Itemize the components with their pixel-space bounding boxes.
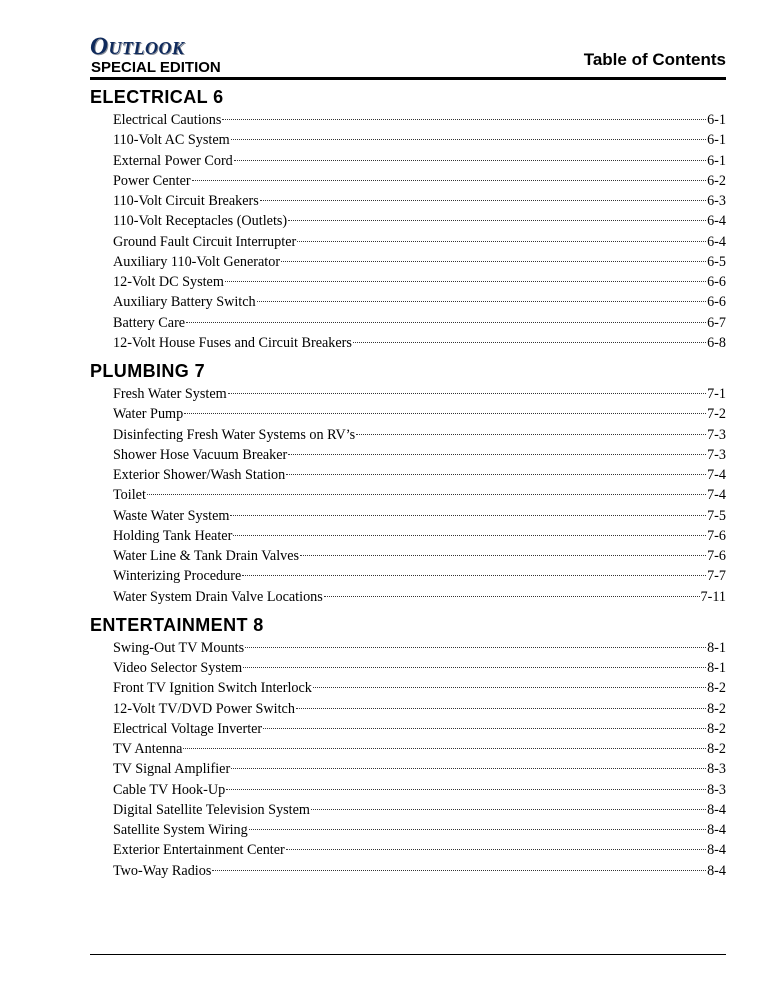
toc-entry-page-number: 7-3 [707, 446, 726, 463]
toc-entry-page-number: 7-4 [707, 487, 726, 504]
toc-entry[interactable] [113, 840, 726, 860]
toc-entry[interactable] [113, 506, 726, 526]
toc-entry-page-number: 7-1 [707, 386, 726, 402]
brand-logo: Outlook [90, 33, 185, 60]
toc-entry-page-number: 8-2 [707, 720, 726, 737]
toc-entry-label: Fresh Water System [113, 386, 227, 402]
toc-entry-label: Cable TV Hook-Up [113, 781, 226, 798]
toc-entry[interactable] [113, 404, 726, 424]
toc-entry-page-number: 7-4 [707, 467, 726, 483]
toc-entry-page-number: 7-11 [700, 588, 726, 605]
toc-entry-page-number: 7-6 [707, 548, 726, 564]
dot-leader [183, 748, 706, 749]
toc-entry-label: Battery Care [113, 314, 186, 331]
dot-leader [225, 281, 706, 282]
dot-leader [263, 728, 706, 729]
toc-entry-label: Waste Water System [113, 507, 230, 524]
toc-entry-page-number: 6-6 [707, 274, 726, 290]
toc-entry[interactable] [113, 800, 726, 820]
toc-entry-page-number: 6-3 [707, 193, 726, 209]
dot-leader [297, 241, 706, 242]
dot-leader [296, 708, 706, 709]
toc-entry-page-number: 8-2 [707, 741, 726, 757]
toc-entry-label: Toilet [113, 487, 146, 504]
section-heading: ENTERTAINMENT 8 [90, 614, 264, 635]
toc-entry[interactable] [113, 292, 726, 312]
toc-entry-label: Winterizing Procedure [113, 568, 242, 585]
toc-entry-page-number: 6-4 [707, 233, 726, 250]
section-heading: ELECTRICAL 6 [90, 87, 224, 107]
toc-entry-label: Swing-Out TV Mounts [113, 639, 245, 656]
toc-entry-page-number: 7-3 [707, 426, 726, 443]
dot-leader [311, 809, 706, 810]
dot-leader [245, 647, 706, 648]
dot-leader [184, 413, 706, 414]
toc-entry-label: Two-Way Radios [113, 862, 212, 879]
dot-leader [231, 768, 706, 769]
toc-entry-label: Electrical Cautions [113, 112, 222, 128]
toc-entry-page-number: 8-1 [707, 639, 726, 656]
toc-entry[interactable] [113, 820, 726, 840]
toc-entry-label: Holding Tank Heater [113, 527, 233, 544]
toc-entry-list [113, 110, 726, 353]
dot-leader [186, 322, 706, 323]
toc-section [90, 360, 726, 607]
toc-entry[interactable] [113, 780, 726, 800]
toc-entry[interactable] [113, 171, 726, 191]
toc-entry-label: Auxiliary 110-Volt Generator [113, 253, 281, 270]
toc-entry-label: Digital Satellite Television System [113, 801, 310, 818]
toc-entry-label: 12-Volt House Fuses and Circuit Breakers [113, 334, 352, 351]
toc-entry[interactable] [113, 861, 726, 881]
toc-entry[interactable] [113, 110, 726, 130]
toc-entry-page-number: 7-5 [707, 507, 726, 524]
header-divider [90, 77, 726, 80]
toc-entry[interactable] [113, 546, 726, 566]
toc-entry[interactable] [113, 384, 726, 404]
toc-entry[interactable] [113, 739, 726, 759]
dot-leader [260, 200, 706, 201]
toc-entry-label: External Power Cord [113, 152, 233, 169]
toc-entry-label: 110-Volt Receptacles (Outlets) [113, 213, 288, 230]
dot-leader [234, 160, 706, 161]
dot-leader [242, 575, 706, 576]
dot-leader [257, 301, 706, 302]
dot-leader [230, 515, 706, 516]
toc-entry-page-number: 7-6 [707, 527, 726, 544]
dot-leader [356, 434, 706, 435]
toc-entry[interactable] [113, 587, 726, 607]
toc-entry-page-number: 6-1 [707, 152, 726, 169]
toc-entry[interactable] [113, 313, 726, 333]
toc-entry-label: 110-Volt Circuit Breakers [113, 193, 259, 209]
toc-entry-page-number: 6-5 [707, 253, 726, 270]
toc-entry[interactable] [113, 566, 726, 586]
toc-entry-page-number: 6-4 [707, 213, 726, 230]
toc-entry[interactable] [113, 465, 726, 485]
dot-leader [288, 220, 706, 221]
table-of-contents [90, 86, 726, 881]
toc-entry-label: Ground Fault Circuit Interrupter [113, 233, 297, 250]
toc-entry-page-number: 8-2 [707, 700, 726, 717]
toc-entry[interactable] [113, 272, 726, 292]
dot-leader [192, 180, 706, 181]
dot-leader [231, 139, 706, 140]
dot-leader [324, 596, 700, 597]
toc-entry-page-number: 8-4 [707, 801, 726, 818]
dot-leader [222, 119, 706, 120]
toc-entry-label: Front TV Ignition Switch Interlock [113, 680, 312, 697]
toc-entry-page-number: 8-3 [707, 781, 726, 798]
toc-entry[interactable] [113, 151, 726, 171]
toc-entry-label: Electrical Voltage Inverter [113, 720, 263, 737]
toc-entry[interactable] [113, 211, 726, 231]
dot-leader [147, 494, 706, 495]
toc-entry-page-number: 7-7 [707, 568, 726, 585]
toc-entry-list [113, 384, 726, 607]
toc-entry-label: 110-Volt AC System [113, 132, 230, 149]
section-heading: PLUMBING 7 [90, 361, 206, 381]
toc-entry-list [113, 638, 726, 881]
toc-entry[interactable] [113, 252, 726, 272]
toc-entry-page-number: 6-8 [707, 334, 726, 351]
dot-leader [300, 555, 706, 556]
toc-entry-page-number: 8-4 [707, 862, 726, 879]
toc-entry-label: Water System Drain Valve Locations [113, 588, 323, 605]
toc-entry-page-number: 7-2 [707, 406, 726, 423]
toc-entry-label: 12-Volt DC System [113, 274, 224, 290]
toc-entry-label: Video Selector System [113, 660, 243, 676]
toc-entry-page-number: 8-1 [707, 660, 726, 676]
toc-entry-page-number: 6-2 [707, 172, 726, 189]
toc-entry-label: 12-Volt TV/DVD Power Switch [113, 700, 295, 717]
toc-entry[interactable] [113, 445, 726, 465]
toc-entry[interactable] [113, 485, 726, 505]
toc-entry[interactable] [113, 526, 726, 546]
toc-entry[interactable] [113, 678, 726, 698]
footer-divider [90, 954, 726, 955]
toc-entry-label: TV Signal Amplifier [113, 761, 231, 778]
page-title: Table of Contents [583, 50, 726, 69]
dot-leader [233, 535, 706, 536]
dot-leader [313, 687, 706, 688]
toc-entry[interactable] [113, 425, 726, 445]
dot-leader [228, 393, 706, 394]
dot-leader [281, 261, 706, 262]
dot-leader [353, 342, 706, 343]
toc-entry-page-number: 8-4 [707, 822, 726, 838]
toc-entry-label: Exterior Entertainment Center [113, 842, 285, 859]
toc-entry-page-number: 8-2 [707, 680, 726, 697]
toc-entry[interactable] [113, 658, 726, 678]
dot-leader [249, 829, 706, 830]
dot-leader [286, 474, 706, 475]
toc-entry-label: Power Center [113, 172, 191, 189]
toc-entry-label: Exterior Shower/Wash Station [113, 467, 286, 483]
toc-entry[interactable] [113, 719, 726, 739]
toc-entry-page-number: 6-1 [707, 112, 726, 128]
toc-section [90, 614, 726, 881]
toc-entry-label: Disinfecting Fresh Water Systems on RV’s [113, 426, 356, 443]
toc-entry[interactable] [113, 130, 726, 150]
toc-entry[interactable] [113, 333, 726, 353]
toc-entry[interactable] [113, 699, 726, 719]
toc-entry-page-number: 6-6 [707, 294, 726, 311]
dot-leader [286, 849, 706, 850]
dot-leader [288, 454, 706, 455]
brand-edition-label: SPECIAL EDITION [91, 59, 221, 76]
dot-leader [243, 667, 706, 668]
toc-entry-page-number: 8-4 [707, 842, 726, 859]
toc-entry-label: Shower Hose Vacuum Breaker [113, 446, 288, 463]
toc-entry-label: Auxiliary Battery Switch [113, 294, 256, 311]
toc-entry-page-number: 6-7 [707, 314, 726, 331]
toc-section [90, 86, 726, 353]
toc-entry[interactable] [113, 759, 726, 779]
toc-entry-page-number: 6-1 [707, 132, 726, 149]
toc-entry-label: Water Pump [113, 406, 184, 423]
dot-leader [212, 870, 706, 871]
toc-entry-page-number: 8-3 [707, 761, 726, 778]
dot-leader [226, 789, 706, 790]
page-header [90, 32, 726, 80]
toc-entry-label: TV Antenna [113, 741, 183, 757]
toc-entry-label: Water Line & Tank Drain Valves [113, 548, 300, 564]
toc-entry[interactable] [113, 232, 726, 252]
toc-entry-label: Satellite System Wiring [113, 822, 248, 838]
toc-entry[interactable] [113, 191, 726, 211]
toc-entry[interactable] [113, 638, 726, 658]
